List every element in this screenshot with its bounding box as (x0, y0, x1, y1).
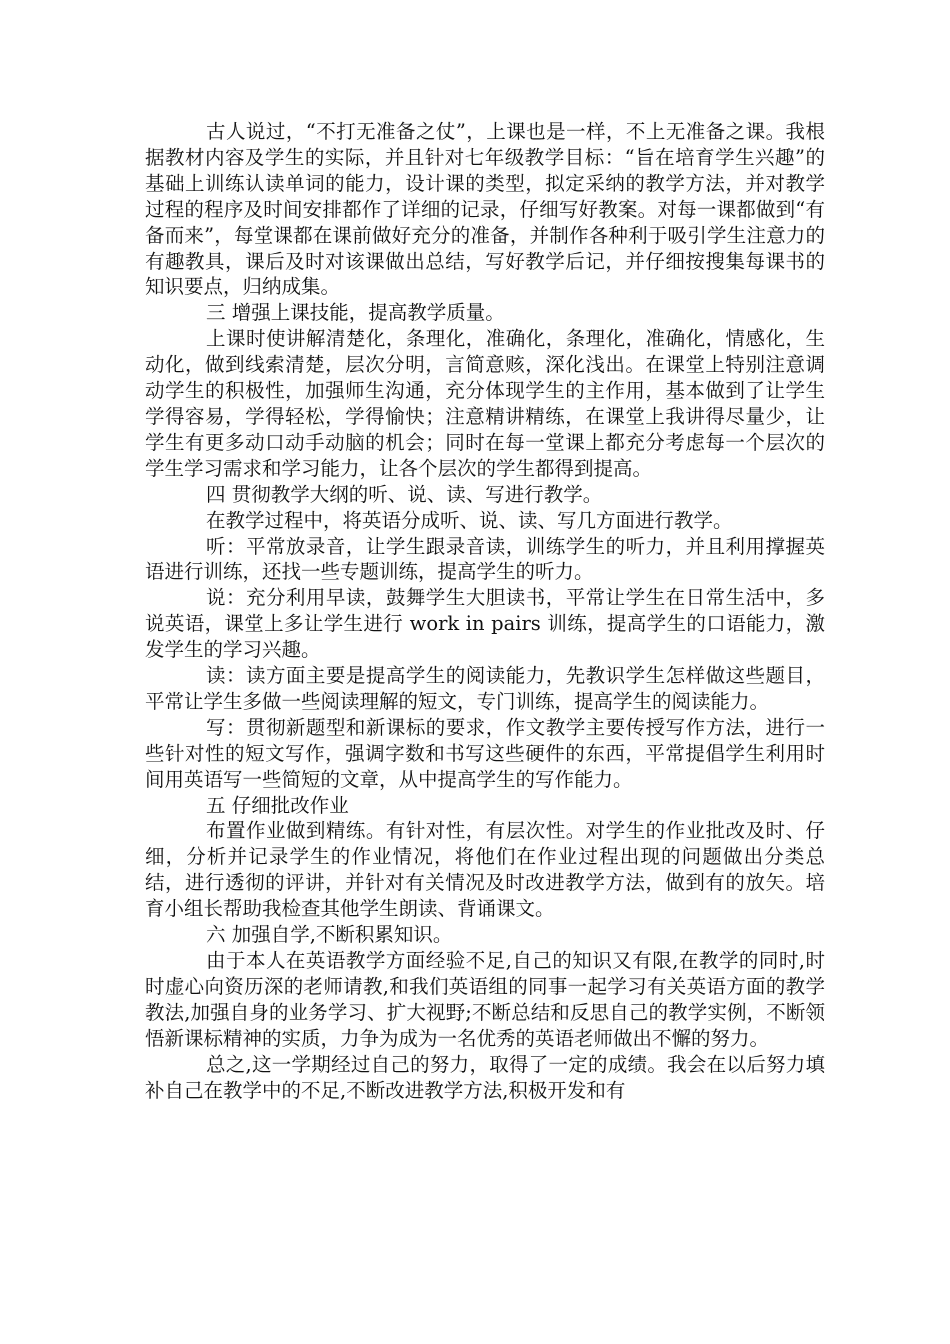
paragraph-reading: 读：读方面主要是提高学生的阅读能力，先教识学生怎样做这些题目，平常让学生多做一些阅读理解的短文，专门训练，提高学生的阅读能力。 (145, 664, 825, 713)
paragraph-four-skills-intro: 在教学过程中，将英语分成听、说、读、写几方面进行教学。 (206, 508, 733, 532)
document-body (145, 119, 825, 1103)
paragraph-speaking: 说：充分利用早读，鼓舞学生大胆读书，平常让学生在日常生活中，多说英语，课堂上多让学生进行 work in pairs 训练，提高学生的口语能力，激发学生的学习兴趣。 (145, 586, 825, 662)
paragraph-preparation: 古人说过，“不打无准备之仗”，上课也是一样，不上无准备之课。我根据教材内容及学生的实际，并且针对七年级教学目标：“旨在培育学生兴趣”的基础上训练认读单词的能力，设计课的类型，拟定采纳的教学方法，并对教学过程的程序及时间安排都作了详细的记录，仔细写好教案。对每一课都做到“有备而来”，每堂课都在课前做好充分的准备，并制作各种利于吸引学生注意力的有趣教具，课后及时对该课做出总结，写好教学后记，并仔细按搜集每课书的知识要点，归纳成集。 (145, 120, 825, 299)
paragraph-writing: 写：贯彻新题型和新课标的要求，作文教学主要传授写作方法，进行一些针对性的短文写作，强调字数和书写这些硬件的东西，平常提倡学生利用时间用英语写一些简短的文章，从中提高学生的写作能力。 (145, 715, 825, 791)
section-heading-5: 五 仔细批改作业 (206, 793, 349, 817)
section-heading-6: 六 加强自学,不断积累知识。 (206, 923, 453, 947)
section-heading-3: 三 增强上课技能，提高教学质量。 (206, 301, 505, 325)
paragraph-summary: 总之,这一学期经过自己的努力，取得了一定的成绩。我会在以后努力填补自己在教学中的不足,不断改进教学方法,积极开发和有 (145, 1052, 825, 1102)
paragraph-listening: 听：平常放录音，让学生跟录音读，训练学生的听力，并且利用撑握英语进行训练，还找一些专题训练，提高学生的听力。 (145, 534, 825, 584)
section-heading-4: 四 贯彻教学大纲的听、说、读、写进行教学。 (206, 482, 603, 506)
paragraph-self-study: 由于本人在英语教学方面经验不足,自己的知识又有限,在教学的同时,时时虚心向资历深的老师请教,和我们英语组的同事一起学习有关英语方面的教学教法,加强自身的业务学习、扩大视野;不断总结和反思自己的教学实例，不断领悟新课标精神的实质，力争为成为一名优秀的英语老师做出不懈的努力。 (145, 949, 825, 1050)
paragraph-teaching-skills: 上课时使讲解清楚化，条理化，准确化，条理化，准确化，情感化，生动化，做到线索清楚，层次分明，言简意赅，深化浅出。在课堂上特别注意调动学生的积极性，加强师生沟通，充分体现学生的主作用，基本做到了让学生学得容易，学得轻松，学得愉快；注意精讲精练，在课堂上我讲得尽量少，让学生有更多动口动手动脑的机会；同时在每一堂课上都充分考虑每一个层次的学生学习需求和学习能力，让各个层次的学生都得到提高。 (145, 327, 825, 480)
paragraph-homework: 布置作业做到精练。有针对性，有层次性。对学生的作业批改及时、仔细，分析并记录学生的作业情况，将他们在作业过程出现的问题做出分类总结，进行透彻的评讲，并针对有关情况及时改进教学方法，做到有的放矢。培育小组长帮助我检查其他学生朗读、背诵课文。 (145, 819, 825, 921)
